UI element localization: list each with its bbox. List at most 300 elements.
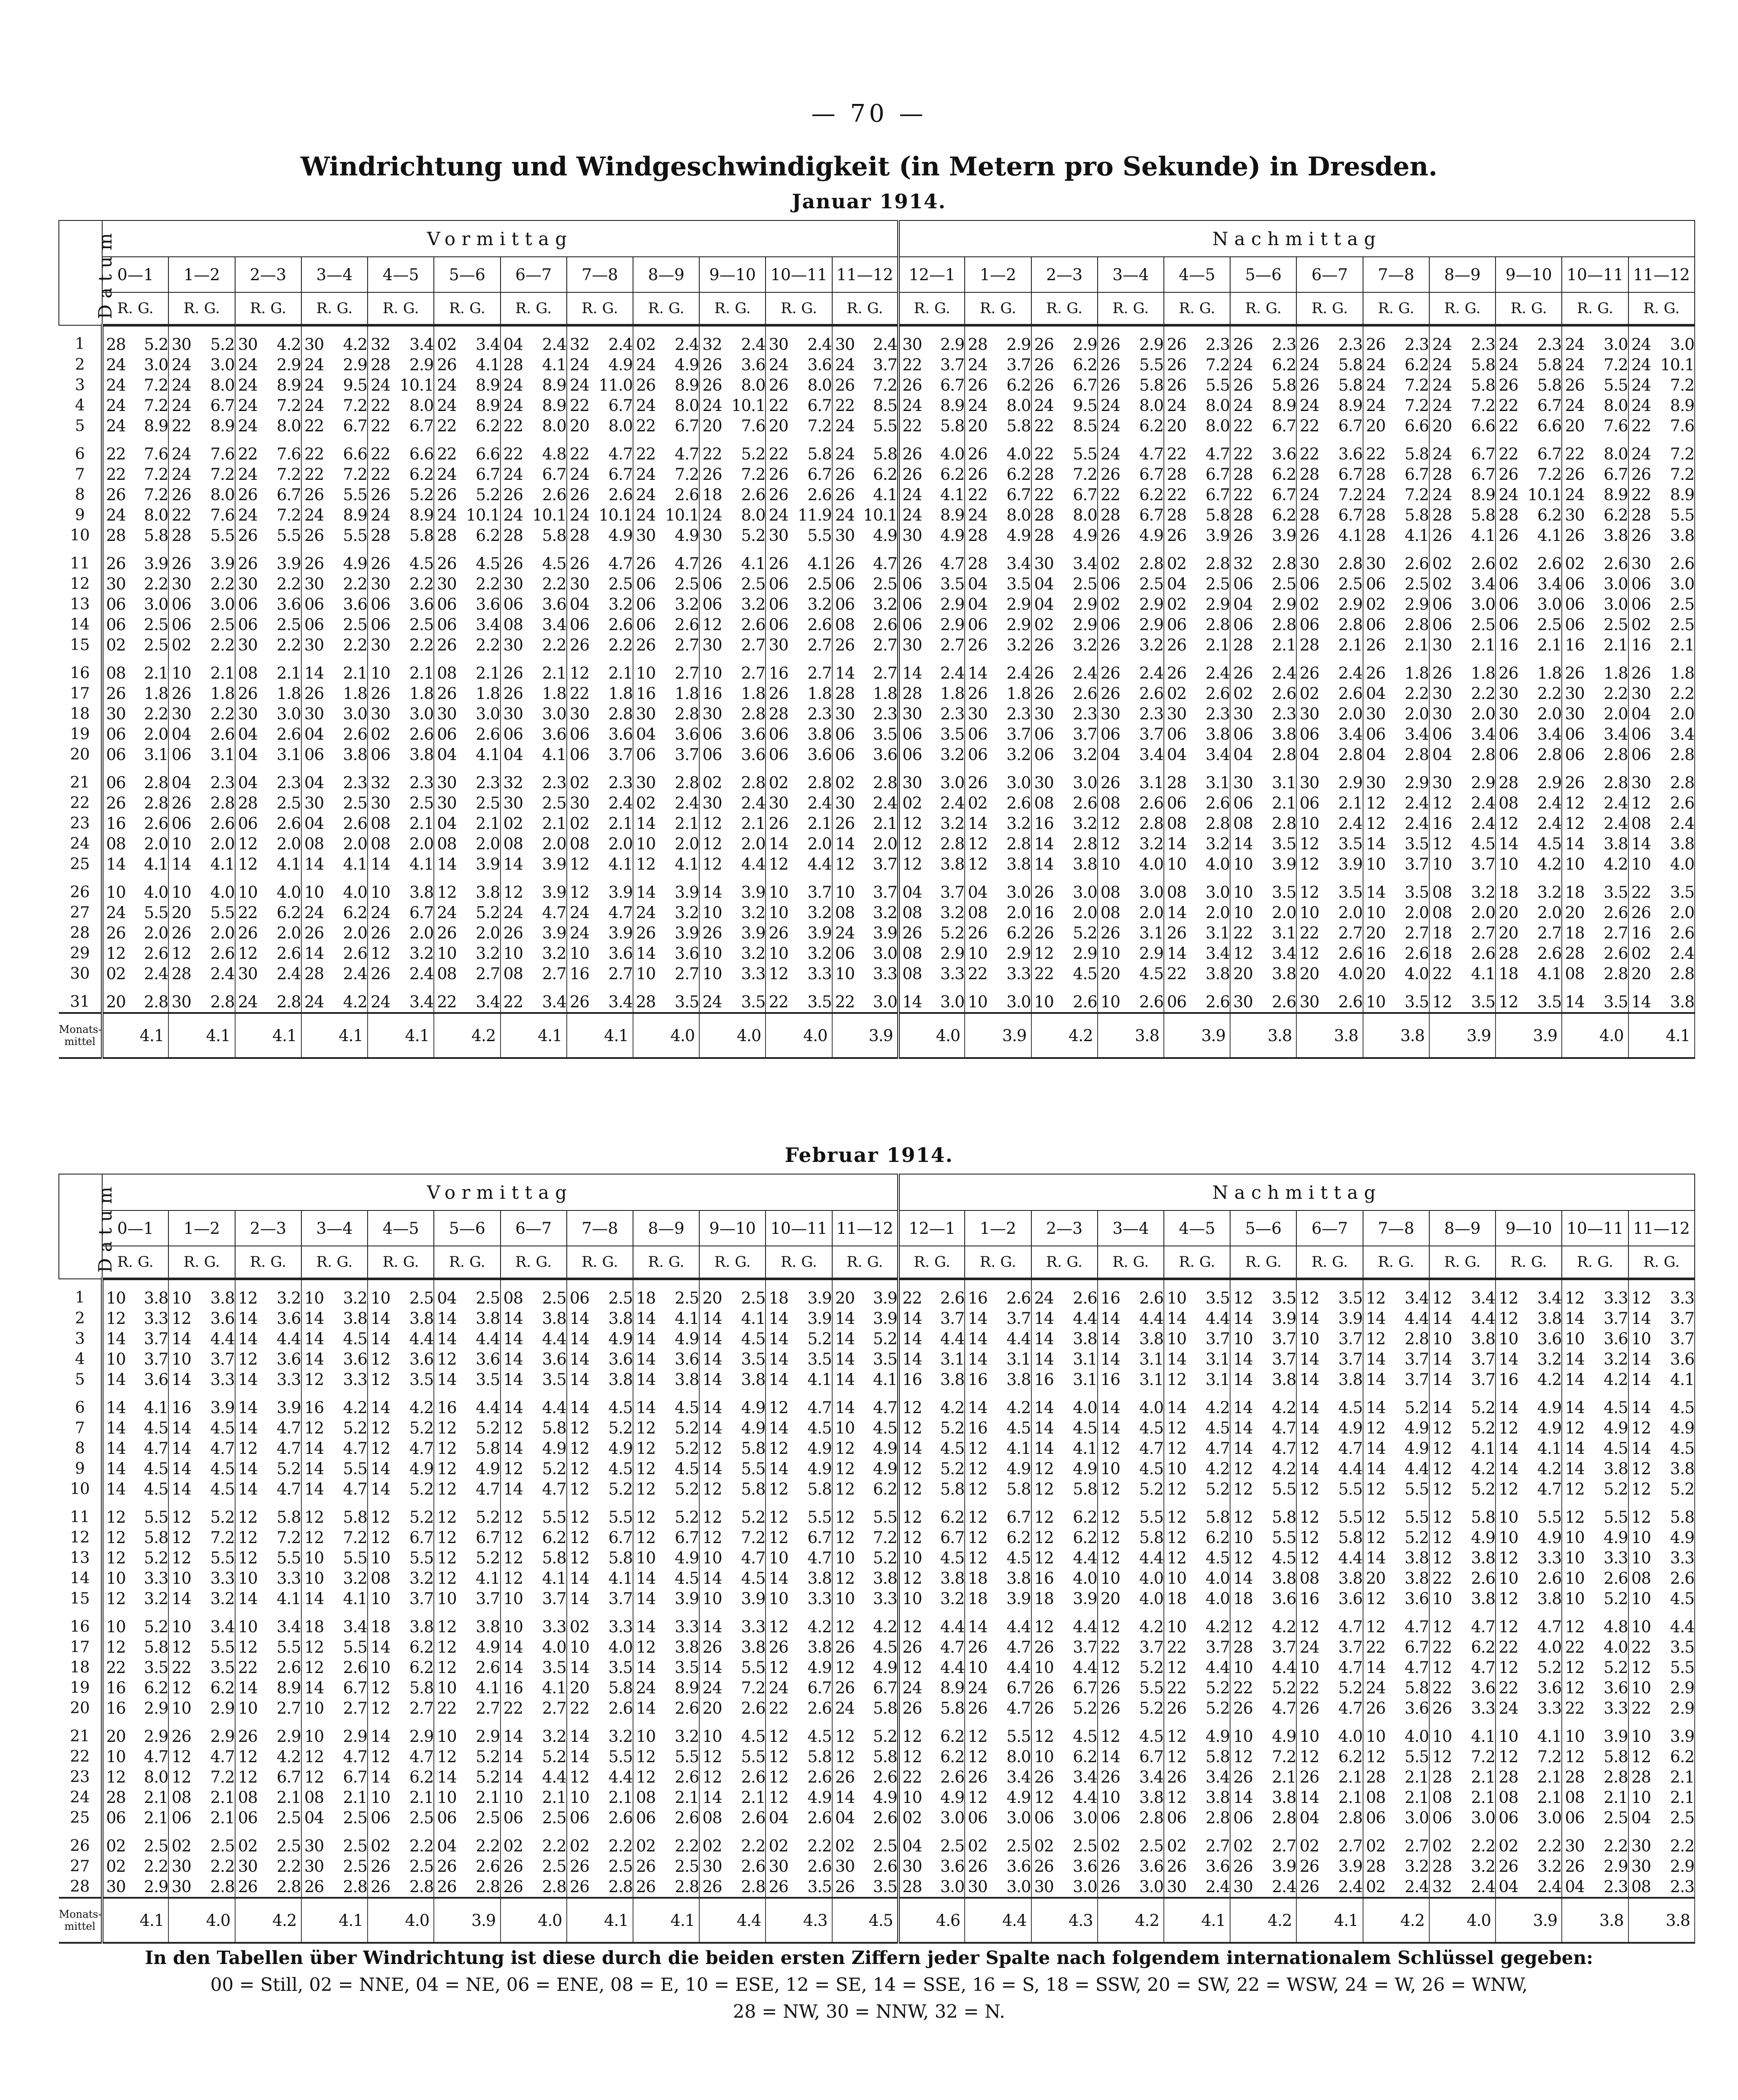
wind-speed: 4.5 [807,1419,832,1437]
wind-direction: 24 [1366,396,1386,415]
wind-speed: 3.1 [1139,924,1163,942]
wind-direction: 06 [503,1809,523,1827]
wind-cell [1628,1390,1695,1418]
wind-cell [501,724,567,744]
wind-speed: 4.4 [1205,1309,1230,1328]
wind-cell [1429,1568,1496,1589]
wind-cell [898,1678,965,1698]
wind-speed: 2.1 [277,1788,301,1807]
wind-speed: 6.7 [608,1528,633,1547]
wind-cell [633,765,699,793]
wind-speed: 6.2 [1670,1747,1694,1766]
wind-speed: 5.5 [741,1658,766,1677]
wind-cell [965,1479,1031,1499]
wind-direction: 14 [437,1330,457,1348]
wind-direction: 04 [1366,745,1386,764]
wind-speed: 2.8 [1205,814,1230,833]
wind-cell [898,375,965,395]
wind-direction: 12 [835,1439,855,1458]
wind-cell [1164,683,1230,704]
wind-speed: 5.8 [1537,356,1562,374]
wind-cell [1296,1718,1363,1747]
wind-speed: 2.5 [608,1289,633,1307]
wind-cell [1628,834,1695,854]
wind-direction: 16 [106,1699,126,1718]
wind-cell [766,1767,832,1787]
wind-speed: 4.2 [409,1398,434,1417]
wind-cell [1429,765,1496,793]
wind-speed: 6.7 [409,1528,434,1547]
wind-cell [633,1589,699,1609]
wind-speed: 4.0 [1139,1589,1163,1608]
wind-cell [1429,874,1496,903]
wind-speed: 4.0 [608,1638,633,1657]
wind-cell [567,505,633,525]
wind-cell [633,594,699,615]
wind-direction: 14 [968,1618,988,1636]
wind-cell [501,1747,567,1767]
wind-cell [1164,1308,1230,1329]
wind-direction: 24 [1299,1638,1319,1657]
wind-speed: 4.4 [1073,1309,1097,1328]
wind-direction: 30 [371,705,391,723]
wind-direction: 14 [1499,1398,1518,1417]
wind-direction: 14 [636,1350,656,1369]
wind-direction: 12 [769,1788,788,1807]
wind-cell [102,1877,168,1898]
wind-cell [368,964,434,984]
wind-cell [501,635,567,655]
wind-cell [1031,1527,1098,1548]
wind-cell [567,964,633,984]
wind-speed: 3.2 [1073,814,1097,833]
wind-cell [368,1767,434,1787]
wind-direction: 04 [1299,1809,1319,1827]
wind-cell [1429,574,1496,594]
wind-speed: 7.2 [144,485,168,504]
wind-direction: 12 [769,855,788,874]
wind-cell [1628,395,1695,416]
wind-cell [1628,1609,1695,1637]
wind-cell [1098,464,1164,485]
wind-speed: 2.5 [1537,615,1562,634]
wind-direction: 08 [1299,1569,1319,1588]
wind-cell [1562,813,1628,834]
wind-direction: 24 [106,506,126,524]
wind-speed: 2.3 [1603,1877,1628,1896]
wind-speed: 2.8 [1205,1809,1230,1827]
wind-cell [1164,744,1230,765]
wind-direction: 14 [1366,883,1386,902]
wind-direction: 14 [569,1658,589,1677]
wind-cell [832,635,898,655]
wind-speed: 3.7 [1272,1350,1296,1369]
wind-cell [501,1349,567,1369]
monthly-mean-value: 4.1 [1164,1898,1230,1943]
wind-cell [501,1438,567,1459]
wind-direction: 14 [1299,1459,1319,1478]
wind-direction: 28 [238,794,258,812]
wind-speed: 5.5 [608,1508,633,1527]
wind-speed: 2.1 [1603,1788,1628,1807]
wind-speed: 2.6 [1603,944,1628,963]
wind-direction: 14 [835,1330,855,1348]
wind-cell [102,1637,168,1657]
wind-direction: 10 [1499,855,1518,874]
wind-direction: 30 [1034,705,1054,723]
wind-direction: 02 [569,1618,589,1636]
wind-direction: 14 [1565,1350,1585,1369]
wind-direction: 26 [1565,376,1585,395]
wind-direction: 08 [1233,814,1253,833]
wind-direction: 06 [238,595,258,614]
wind-direction: 26 [503,664,523,683]
wind-cell [102,615,168,635]
wind-direction: 12 [437,1419,457,1437]
wind-speed: 3.1 [1073,1350,1097,1369]
wind-direction: 12 [1299,1289,1319,1307]
wind-speed: 2.9 [940,944,965,963]
wind-direction: 14 [835,664,855,683]
wind-speed: 6.7 [1338,465,1363,484]
wind-cell [1496,923,1562,943]
wind-cell [1628,574,1695,594]
wind-direction: 06 [437,1809,457,1827]
wind-speed: 3.4 [1471,575,1496,593]
wind-cell [1031,874,1098,903]
wind-direction: 20 [106,993,126,1011]
wind-cell [434,1499,500,1527]
wind-speed: 5.2 [1139,1699,1163,1718]
wind-cell [1429,1828,1496,1856]
wind-speed: 8.0 [1006,1747,1031,1766]
wind-cell [1098,984,1164,1013]
wind-direction: 10 [769,944,788,963]
wind-cell [633,655,699,683]
wind-speed: 4.1 [542,1679,566,1697]
wind-direction: 28 [569,526,589,545]
wind-speed: 4.1 [1338,526,1363,545]
header-rg-row [59,1246,1695,1279]
wind-direction: 12 [1499,1747,1518,1766]
wind-direction: 14 [569,1747,589,1766]
wind-speed: 6.7 [807,396,832,415]
wind-direction: 22 [371,445,391,463]
wind-direction: 14 [1233,1419,1253,1437]
wind-speed: 2.5 [873,1837,898,1855]
wind-cell [567,485,633,505]
wind-cell [1164,724,1230,744]
wind-direction: 06 [1432,595,1452,614]
wind-cell [1031,375,1098,395]
wind-direction: 10 [1499,1508,1518,1527]
wind-direction: 24 [902,1679,922,1697]
wind-speed: 6.2 [1139,417,1163,435]
wind-speed: 5.2 [343,1419,368,1437]
wind-speed: 3.9 [1272,526,1296,545]
wind-direction: 16 [437,1398,457,1417]
wind-cell [235,1657,301,1678]
wind-speed: 3.3 [1537,1699,1562,1718]
wind-direction: 12 [1631,1289,1651,1307]
wind-speed: 4.4 [475,1330,500,1348]
wind-cell [1031,355,1098,375]
wind-direction: 02 [1166,595,1187,614]
wind-direction: 06 [1499,1809,1518,1827]
wind-cell [965,724,1031,744]
wind-direction: 18 [1233,1589,1253,1608]
wind-cell [301,375,368,395]
wind-cell [965,464,1031,485]
wind-direction: 14 [769,1309,788,1328]
wind-direction: 12 [1432,1549,1452,1567]
wind-speed: 3.2 [542,1727,566,1746]
wind-direction: 30 [835,705,855,723]
wind-speed: 3.5 [608,1658,633,1677]
wind-cell [1296,964,1363,984]
wind-cell [434,1698,500,1718]
wind-direction: 10 [437,1679,457,1697]
hour-header: 10—11 [766,257,832,292]
wind-direction: 08 [238,664,258,683]
wind-cell [368,375,434,395]
wind-cell [1164,1369,1230,1390]
wind-direction: 18 [1499,883,1518,902]
wind-cell [1296,1369,1363,1390]
wind-direction: 12 [968,835,988,853]
wind-cell [1296,485,1363,505]
wind-speed: 3.3 [1471,1699,1496,1718]
wind-direction: 06 [968,725,988,744]
wind-speed: 5.5 [1272,1480,1296,1498]
wind-cell [501,943,567,964]
wind-speed: 3.0 [1073,1877,1097,1896]
wind-speed: 6.6 [343,445,368,463]
wind-direction: 32 [371,773,391,792]
wind-speed: 8.0 [1205,396,1230,415]
wind-cell [699,1698,766,1718]
wind-cell [965,1369,1031,1390]
wind-direction: 22 [503,417,523,435]
wind-direction: 04 [437,1289,457,1307]
wind-direction: 10 [1565,1727,1585,1746]
wind-speed: 5.2 [1205,1480,1230,1498]
hour-header: 11—12 [832,1210,898,1246]
wind-speed: 2.8 [1405,1330,1429,1348]
wind-speed: 5.8 [1603,1747,1628,1766]
wind-direction: 22 [1631,1638,1651,1657]
wind-cell [699,683,766,704]
wind-direction: 12 [1432,1439,1452,1458]
wind-direction: 12 [503,1419,523,1437]
wind-speed: 6.7 [1006,485,1031,504]
wind-direction: 04 [1299,745,1319,764]
wind-speed: 2.7 [409,1699,434,1718]
wind-cell [766,1747,832,1767]
wind-speed: 2.6 [210,814,235,833]
wind-direction: 12 [1631,1508,1651,1527]
wind-direction: 28 [835,684,855,703]
wind-cell [1562,1718,1628,1747]
day-cell: 4 [59,1349,102,1369]
wind-direction: 12 [835,1528,855,1547]
wind-direction: 10 [171,1699,191,1718]
wind-direction: 26 [1166,1699,1187,1718]
wind-speed: 2.4 [1205,1877,1230,1896]
wind-cell [501,834,567,854]
wind-speed: 3.8 [940,1569,965,1588]
wind-speed: 3.5 [1338,883,1363,902]
wind-direction: 04 [238,773,258,792]
wind-cell [235,1856,301,1877]
wind-speed: 2.6 [807,485,832,504]
wind-direction: 04 [902,883,922,902]
wind-direction: 30 [238,705,258,723]
wind-cell [766,355,832,375]
wind-direction: 14 [1366,1439,1386,1458]
wind-direction: 06 [171,814,191,833]
wind-speed: 4.9 [1537,1419,1562,1437]
wind-speed: 4.0 [277,883,301,902]
wind-direction: 22 [1499,417,1518,435]
wind-direction: 26 [1565,664,1585,683]
wind-direction: 26 [1100,376,1120,395]
wind-direction: 14 [1299,1350,1319,1369]
wind-cell [168,1369,235,1390]
wind-speed: 4.2 [1006,1398,1031,1417]
wind-direction: 30 [569,794,589,812]
wind-speed: 6.7 [940,376,965,395]
wind-speed: 4.7 [144,1747,168,1766]
wind-direction: 14 [503,1727,523,1746]
wind-cell [1230,436,1296,464]
wind-speed: 2.4 [807,794,832,812]
wind-direction: 28 [1166,506,1187,524]
wind-cell [1363,903,1429,923]
wind-cell [633,813,699,834]
wind-direction: 14 [238,1309,258,1328]
wind-direction: 12 [304,1638,324,1657]
wind-cell [1496,395,1562,416]
wind-cell [1628,1718,1695,1747]
wind-speed: 4.4 [475,1398,500,1417]
wind-cell [1296,923,1363,943]
wind-cell [102,1678,168,1698]
wind-direction: 14 [1565,1398,1585,1417]
wind-direction: 12 [1166,1419,1187,1437]
wind-speed: 5.2 [1405,1398,1429,1417]
wind-cell [832,594,898,615]
wind-cell [898,546,965,574]
day-cell: 8 [59,1438,102,1459]
wind-cell [1230,464,1296,485]
wind-speed: 8.0 [807,376,832,395]
wind-direction: 24 [1034,396,1054,415]
wind-speed: 4.0 [1405,964,1429,983]
monthly-mean-value: 4.0 [501,1898,567,1943]
wind-direction: 04 [304,725,324,744]
wind-cell [1562,355,1628,375]
wind-speed: 2.6 [1139,794,1163,812]
wind-direction: 26 [1034,356,1054,374]
wind-cell [633,1808,699,1828]
wind-cell [1230,834,1296,854]
wind-direction: 28 [1366,1768,1386,1786]
wind-cell [1164,436,1230,464]
wind-speed: 2.0 [542,835,566,853]
wind-direction: 12 [1366,1480,1386,1498]
wind-speed: 5.2 [741,1508,766,1527]
wind-cell [965,655,1031,683]
wind-direction: 26 [1166,664,1187,683]
wind-direction: 08 [968,903,988,922]
wind-direction: 28 [1432,1857,1452,1876]
wind-direction: 02 [1100,1837,1120,1855]
wind-cell [766,874,832,903]
wind-cell [1098,813,1164,834]
wind-direction: 04 [1366,684,1386,703]
wind-direction: 26 [968,445,988,463]
wind-speed: 3.6 [675,725,699,744]
wind-speed: 9.5 [343,376,368,395]
wind-direction: 30 [1432,684,1452,703]
wind-cell [832,1418,898,1438]
wind-direction: 20 [835,1289,855,1307]
wind-speed: 3.9 [675,1589,699,1608]
wind-speed: 2.6 [343,814,368,833]
wind-speed: 4.7 [409,1747,434,1766]
wind-speed: 3.8 [1603,526,1628,545]
datum-header [59,1174,116,1279]
wind-direction: 02 [636,335,656,354]
wind-cell [102,436,168,464]
wind-cell [898,594,965,615]
wind-cell [1296,1418,1363,1438]
wind-speed: 6.2 [1073,356,1097,374]
wind-cell [1031,1856,1098,1877]
wind-speed: 2.9 [144,1877,168,1896]
wind-direction: 12 [1432,1528,1452,1547]
wind-speed: 3.4 [1205,1768,1230,1786]
wind-direction: 24 [106,396,126,415]
wind-speed: 2.4 [675,794,699,812]
wind-cell [301,1527,368,1548]
wind-cell [965,1589,1031,1609]
wind-speed: 2.6 [741,1768,766,1786]
wind-speed: 2.8 [1139,554,1163,573]
wind-direction: 22 [702,445,722,463]
wind-speed: 3.4 [475,993,500,1011]
wind-direction: 28 [1499,773,1518,792]
wind-direction: 12 [1366,1419,1386,1437]
wind-speed: 4.9 [475,1638,500,1657]
wind-speed: 5.5 [1405,1508,1429,1527]
wind-direction: 12 [1631,1459,1651,1478]
wind-direction: 26 [1166,924,1187,942]
wind-speed: 3.0 [542,705,566,723]
wind-speed: 6.2 [1272,506,1296,524]
wind-cell [102,1459,168,1479]
wind-speed: 2.9 [1006,944,1031,963]
wind-cell [633,1527,699,1548]
wind-speed: 2.0 [210,835,235,853]
wind-direction: 26 [769,924,788,942]
table-row [59,724,1695,744]
monthly-mean-value: 4.0 [766,1013,832,1058]
wind-speed: 3.2 [741,944,766,963]
wind-speed: 3.4 [409,335,434,354]
wind-direction: 14 [1499,1459,1518,1478]
